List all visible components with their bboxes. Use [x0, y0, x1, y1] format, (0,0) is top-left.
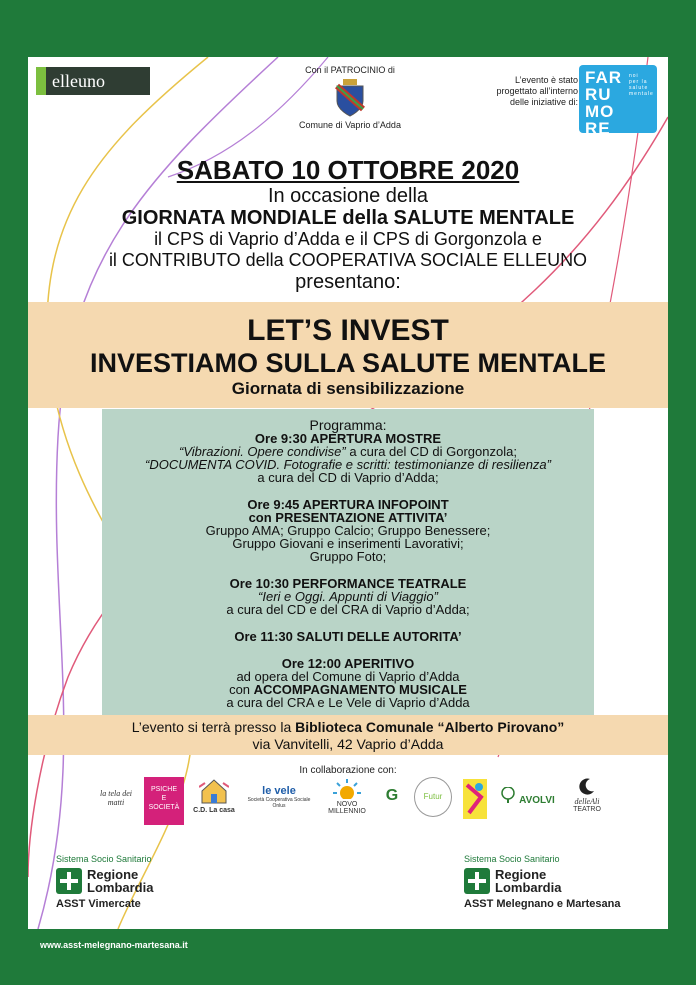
entry-text: con	[229, 682, 254, 697]
entry-line: Gruppo Giovani e inserimenti Lavorativi;	[232, 536, 464, 551]
entry-line: ad opera del Comune di Vaprio d’Adda	[236, 669, 460, 684]
comune-label: Comune di Vaprio d’Adda	[299, 120, 401, 130]
partner-novo-millennio	[322, 777, 372, 825]
comune-crest-icon	[335, 79, 365, 117]
lombardia-rose-icon	[56, 868, 82, 894]
ssr-label: Sistema Socio Sanitario	[464, 854, 560, 864]
regione-line: Regione	[87, 867, 139, 882]
poster	[28, 57, 668, 929]
moon-icon	[578, 777, 596, 795]
program-entry	[102, 498, 594, 563]
collab-label: In collaborazione con:	[299, 765, 397, 776]
partner-g-logo: G	[385, 787, 399, 804]
venue-place: Biblioteca Comunale “Alberto Pirovano”	[295, 719, 565, 735]
partner-text: PSICHE	[150, 786, 178, 793]
partner-delle-ali-teatro	[564, 777, 610, 825]
invest-tagline: Giornata di sensibilizzazione	[231, 379, 465, 398]
far-rumore-small: noi per la salute mentale	[629, 73, 654, 97]
partner-text: C.D. La casa	[193, 807, 235, 814]
far-rumore-line: RE	[585, 119, 611, 138]
partner-le-vele	[244, 777, 314, 825]
venue-address: via Vanvitelli, 42 Vaprio d’Adda	[252, 736, 444, 752]
entry-line: Gruppo AMA; Gruppo Calcio; Gruppo Benessere;	[205, 523, 491, 538]
entry-text: a cura del CD di Gorgonzola;	[345, 444, 517, 459]
entry-title: Ore 9:30 APERTURA MOSTRE	[254, 431, 442, 446]
regione-name	[87, 868, 153, 894]
far-rumore-line: FAR	[585, 68, 622, 87]
partner-text: NOVO MILLENNIO	[328, 801, 366, 815]
program-entry	[102, 657, 594, 709]
title-line: presentano:	[295, 271, 401, 293]
patrocinio-block	[280, 65, 420, 130]
invest-title: LET’S INVEST	[247, 314, 449, 347]
house-icon	[199, 777, 229, 805]
asst-melegnano-martesana: ASST Melegnano e Martesana	[464, 898, 621, 910]
title-line: il CONTRIBUTO della COOPERATIVA SOCIALE ELLEUNO	[108, 250, 588, 270]
entry-line: Gruppo Foto;	[309, 549, 387, 564]
evento-note-line: progettato all’interno	[496, 86, 578, 96]
ssr-label: Sistema Socio Sanitario	[56, 854, 152, 864]
program-title: Programma:	[309, 417, 387, 433]
title-line: GIORNATA MONDIALE della SALUTE MENTALE	[121, 207, 575, 229]
regione-lombardia-melegnano	[464, 854, 621, 910]
partner-logos	[90, 777, 610, 829]
partner-tela-dei-matti: la tela dei matti	[100, 789, 132, 807]
asst-vimercate: ASST Vimercate	[56, 898, 141, 910]
far-rumore-line: MO	[585, 102, 615, 121]
entry-line: a cura del CRA e Le Vele di Vaprio d’Adda	[226, 695, 470, 710]
evento-note-line: delle iniziative di:	[509, 97, 578, 107]
entry-title: Ore 12:00 APERITIVO	[281, 656, 415, 671]
venue-prefix: L’evento si terrà presso la	[131, 719, 296, 735]
entry-quote: “Vibrazioni. Opere condivise”	[179, 444, 346, 459]
regione-row	[56, 868, 153, 894]
partner-avolvi	[498, 777, 556, 825]
regione-line: Lombardia	[495, 880, 562, 895]
partner-text: AVOLVI	[519, 795, 555, 806]
regione-name	[495, 868, 561, 894]
title-line: il CPS di Vaprio d’Adda e il CPS di Gorgonzola e	[154, 229, 542, 249]
regione-row	[464, 868, 621, 894]
entry-quote: “Ieri e Oggi. Appunti di Viaggio”	[258, 589, 438, 604]
partner-text: delleAli	[574, 797, 600, 806]
partner-text: TEATRO	[573, 806, 601, 813]
venue-band	[28, 715, 668, 755]
evento-note	[460, 75, 578, 108]
regione-line: Lombardia	[87, 880, 154, 895]
partner-text: Società Cooperativa Sociale Onlus	[247, 797, 311, 809]
website-link[interactable]: www.asst-melegnano-martesana.it	[40, 940, 188, 950]
partner-colorful-logo	[460, 777, 490, 825]
event-date: SABATO 10 OTTOBRE 2020	[176, 155, 520, 185]
colorful-figure-icon	[461, 777, 489, 821]
title-block	[28, 155, 668, 293]
title-line: In occasione della	[267, 185, 429, 207]
tree-icon	[499, 787, 517, 803]
venue-line	[28, 719, 668, 736]
partner-text: SOCIETÀ	[148, 804, 180, 811]
invest-band	[28, 302, 668, 408]
program-entry	[102, 630, 594, 643]
entry-subtitle: con PRESENTAZIONE ATTIVITA’	[248, 510, 448, 525]
invest-subtitle: INVESTIAMO SULLA SALUTE MENTALE	[90, 348, 606, 378]
entry-quote: “DOCUMENTA COVID. Fotografie e scritti: testimonianze di resilienza”	[145, 457, 551, 472]
entry-title: Ore 9:45 APERTURA INFOPOINT	[247, 497, 449, 512]
partner-text: le vele	[262, 785, 296, 797]
elleuno-logo: elleuno	[36, 67, 150, 95]
partner-futur: Futur	[414, 777, 452, 817]
program-box	[102, 409, 594, 715]
partner-psiche-societa	[144, 777, 184, 825]
regione-line: Regione	[495, 867, 547, 882]
sun-icon	[332, 777, 362, 799]
far-rumore-line: RU	[585, 85, 612, 104]
partner-cd-la-casa	[190, 777, 238, 825]
entry-line: a cura del CD e del CRA di Vaprio d’Adda;	[226, 602, 470, 617]
program-entry	[102, 577, 594, 616]
evento-note-line: L’evento è stato	[514, 75, 578, 85]
regione-lombardia-vimercate	[56, 854, 153, 910]
entry-bold: ACCOMPAGNAMENTO MUSICALE	[253, 682, 467, 697]
far-rumore-logo	[579, 65, 657, 138]
entry-title: Ore 10:30 PERFORMANCE TEATRALE	[229, 576, 467, 591]
entry-title: Ore 11:30 SALUTI DELLE AUTORITA’	[234, 629, 462, 644]
entry-line: a cura del CD di Vaprio d’Adda;	[257, 470, 439, 485]
patrocinio-label: Con il PATROCINIO di	[305, 65, 395, 75]
partner-text: E	[161, 795, 167, 802]
program-entry	[102, 432, 594, 484]
lombardia-rose-icon	[464, 868, 490, 894]
